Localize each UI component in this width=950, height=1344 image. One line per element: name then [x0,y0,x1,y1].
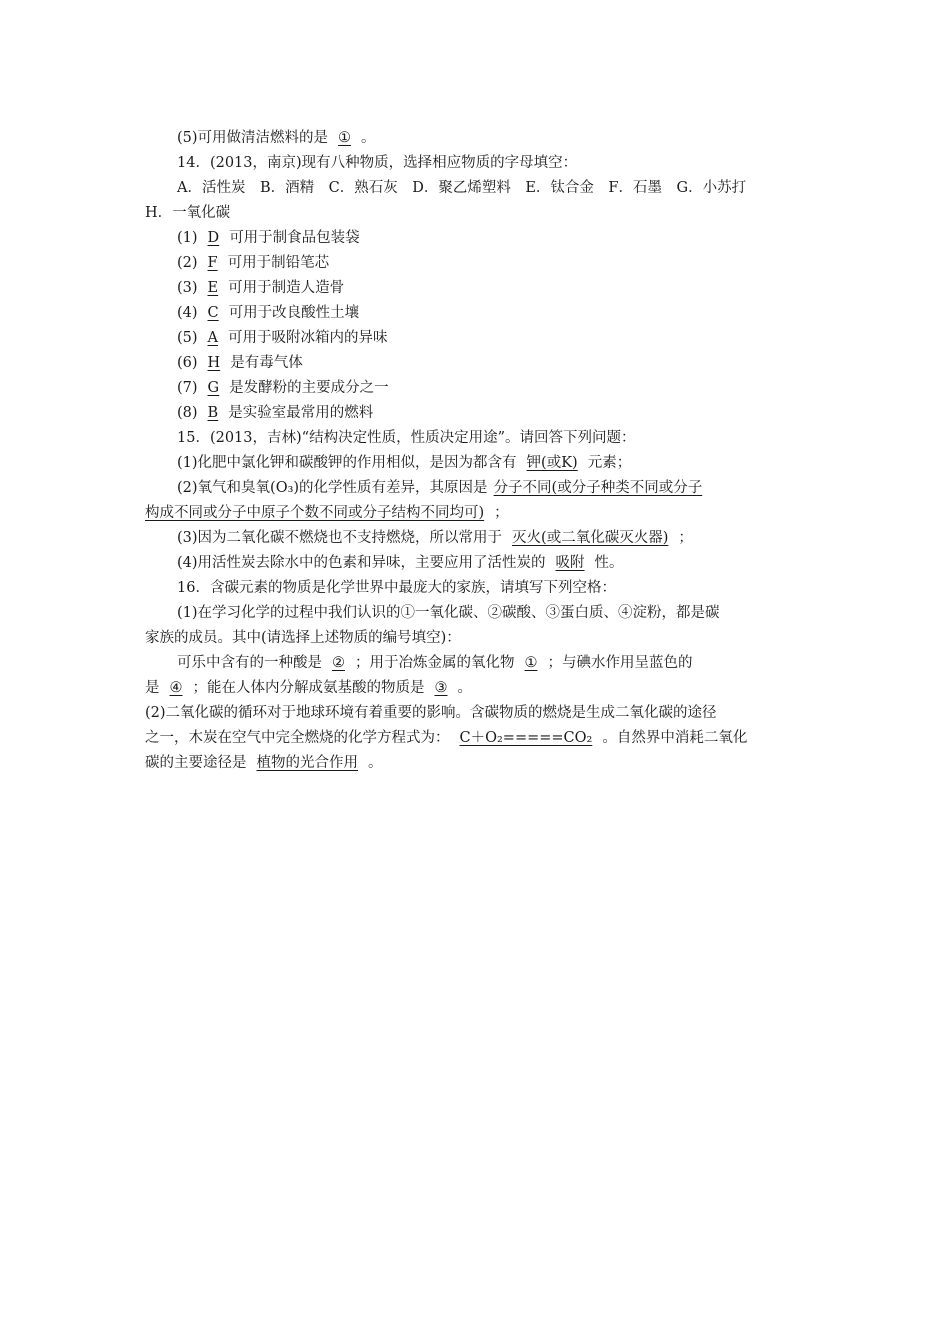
answer-blank: C＋O₂=====CO₂ [459,730,593,746]
answer-blank: 吸附 [555,555,585,571]
q14-item: (8) B 是实验室最常用的燃料 [177,405,374,421]
q14-item: (7) G 是发酵粉的主要成分之一 [177,380,389,396]
q13-item-5: (5)可用做清洁燃料的是 ① 。 [177,130,376,146]
q14-item: (4) C 可用于改良酸性土壤 [177,305,360,321]
q14-item: (3) E 可用于制造人造骨 [177,280,345,296]
q16-part-1-line-1: (1)在学习化学的过程中我们认识的①一氧化碳、②碳酸、③蛋白质、④淀粉，都是碳 [177,605,720,621]
q16-part-1-line-4: 是 ④ ；能在人体内分解成氨基酸的物质是 ③ 。 [145,680,472,696]
answer-blank: F [207,255,218,271]
answer-blank: E [207,280,219,296]
q15-part-4: (4)用活性炭去除水中的色素和异味，主要应用了活性炭的 吸附 性。 [177,555,624,571]
q14-item: (2) F 可用于制铅笔芯 [177,255,330,271]
q14-item: (6) H 是有毒气体 [177,355,303,371]
q14-item: (5) A 可用于吸附冰箱内的异味 [177,330,388,346]
q15-part-3: (3)因为二氧化碳不燃烧也不支持燃烧，所以常用于 灭火(或二氧化碳灭火器) ； [177,530,693,546]
q16-part-1-line-3: 可乐中含有的一种酸是 ② ；用于冶炼金属的氧化物 ① ；与碘水作用呈蓝色的 [177,655,693,671]
q14-options-line-2: H．一氧化碳 [145,205,231,221]
answer-blank: 构成不同或分子中原子个数不同或分子结构不同均可) [145,505,485,521]
answer-blank: ① [338,130,352,146]
q14-heading: 14．(2013，南京)现有八种物质，选择相应物质的字母填空： [177,155,578,171]
answer-blank: ② [332,655,345,671]
answer-blank: A [207,330,219,346]
q14-item: (1) D 可用于制食品包装袋 [177,230,360,246]
answer-blank: 植物的光合作用 [256,755,358,771]
q15-part-1: (1)化肥中氯化钾和碳酸钾的作用相似，是因为都含有 钾(或K) 元素； [177,455,632,471]
answer-blank: G [207,380,220,396]
answer-blank: ① [524,655,538,671]
q16-part-2-line-2: 之一，木炭在空气中完全燃烧的化学方程式为： C＋O₂=====CO₂ 。自然界中消耗二氧化 [145,730,748,746]
q15-heading: 15．(2013，吉林)“结构决定性质，性质决定用途”。请回答下列问题： [177,430,636,446]
q15-part-2-line-2: 构成不同或分子中原子个数不同或分子结构不同均可) ； [145,505,509,521]
answer-blank: ④ [169,680,183,696]
answer-blank: D [207,230,220,246]
answer-blank: H [207,355,221,371]
q16-part-2-line-1: (2)二氧化碳的循环对于地球环境有着重要的影响。含碳物质的燃烧是生成二氧化碳的途径 [145,705,717,721]
q16-heading: 16．含碳元素的物质是化学世界中最庞大的家族，请填写下列空格： [177,580,616,596]
answer-blank: 分子不同(或分子种类不同或分子 [493,480,703,496]
answer-blank: 灭火(或二氧化碳灭火器) [512,530,669,546]
answer-blank: C [207,305,219,321]
q16-part-1-line-2: 家族的成员。其中(请选择上述物质的编号填空)： [145,630,461,646]
q14-options-line-1: A．活性炭 B．酒精 C．熟石灰 D．聚乙烯塑料 E．钛合金 F．石墨 G．小苏打 [177,180,747,196]
answer-blank: B [207,405,219,421]
q16-part-2-line-3: 碳的主要途径是 植物的光合作用 。 [145,755,383,771]
q15-part-2-line-1: (2)氧气和臭氧(O₃)的化学性质有差异，其原因是 分子不同(或分子种类不同或分子 [177,478,842,498]
answer-blank: ③ [434,680,448,696]
answer-blank: 钾(或K) [526,455,578,471]
